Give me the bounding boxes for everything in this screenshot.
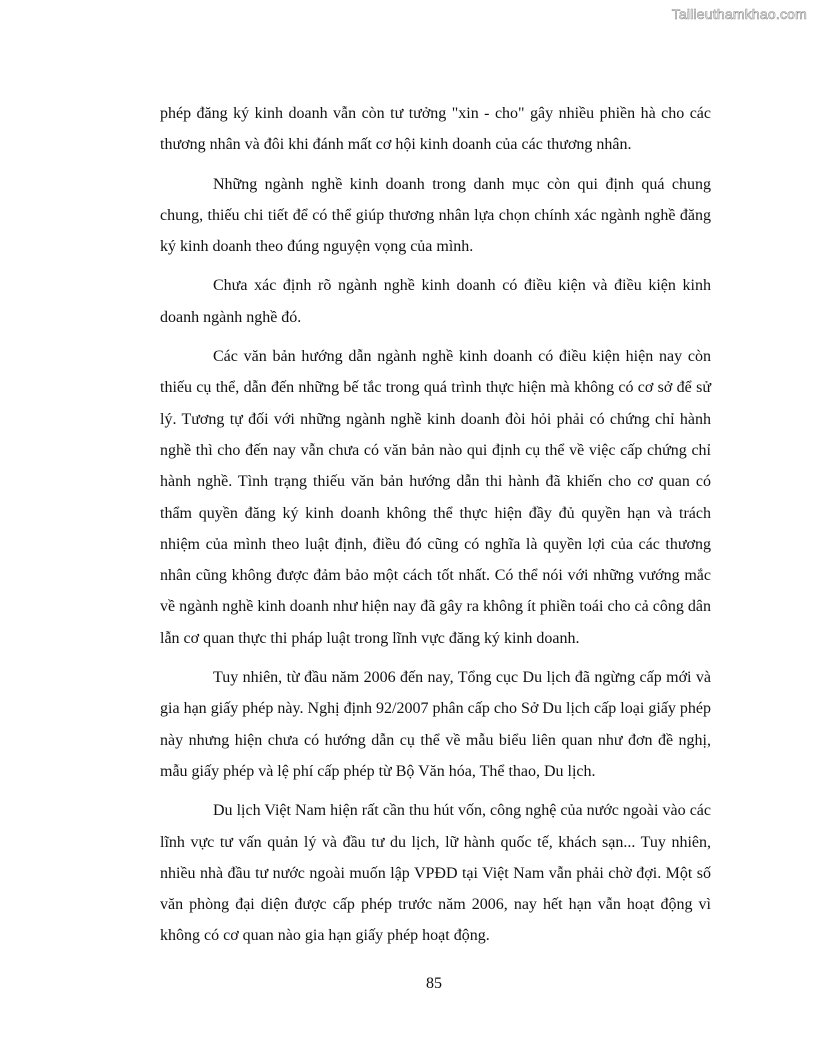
paragraph-conditional-business: Chưa xác định rõ ngành nghề kinh doanh có điều kiện và điều kiện kinh doanh ngành nghề đó. xyxy=(160,277,711,326)
paragraph-business-lines: Những ngành nghề kinh doanh trong danh mục còn qui định quá chung chung, thiếu chi tiết để có thể giúp thương nhân lựa chọn chính xác ngành nghề đăng ký kinh doanh theo đúng nguyện vọng của mình. xyxy=(160,175,711,256)
paragraph-tourism-licensing: Tuy nhiên, từ đầu năm 2006 đến nay, Tổng cục Du lịch đã ngừng cấp mới và gia hạn giấy phép này. Nghị định 92/2007 phân cấp cho Sở Du lịch cấp loại giấy phép này nhưng hiện chưa có hướng dẫn cụ thể về mẫu biểu liên quan như đơn đề nghị, mẫu giấy phép và lệ phí cấp phép từ Bộ Văn hóa, Thể thao, Du lịch. xyxy=(160,669,711,780)
document-body xyxy=(160,98,711,960)
page-number: 85 xyxy=(426,975,442,992)
watermark-text: Tailieuthamkhao.com xyxy=(671,6,807,22)
paragraph-guidance-documents: Các văn bản hướng dẫn ngành nghề kinh doanh có điều kiện hiện nay còn thiếu cụ thể, dẫn đến những bế tắc trong quá trình thực hiện mà không có cơ sở để sử lý. Tương tự đối với những ngành nghề kinh doanh đòi hỏi phải có chứng chỉ hành nghề thì cho đến nay vẫn chưa có văn bản nào qui định cụ thể về việc cấp chứng chỉ hành nghề. Tình trạng thiếu văn bản hướng dẫn thi hành đã khiến cho cơ quan có thẩm quyền đăng ký kinh doanh không thể thực hiện đầy đủ quyền hạn và trách nhiệm của mình theo luật định, điều đó cũng có nghĩa là quyền lợi của các thương nhân cũng không được đảm bảo một cách tốt nhất. Có thể nói với những vướng mắc về ngành nghề kinh doanh như hiện nay đã gây ra không ít phiền toái cho cả công dân lẫn cơ quan thực thi pháp luật trong lĩnh vực đăng ký kinh doanh. xyxy=(160,348,711,647)
paragraph-continuation: phép đăng ký kinh doanh vẫn còn tư tưởng "xin - cho" gây nhiều phiền hà cho các thương nhân và đôi khi đánh mất cơ hội kinh doanh của các thương nhân. xyxy=(160,105,711,154)
paragraph-foreign-investment: Du lịch Việt Nam hiện rất cần thu hút vốn, công nghệ của nước ngoài vào các lĩnh vực tư vấn quản lý và đầu tư du lịch, lữ hành quốc tế, khách sạn... Tuy nhiên, nhiều nhà đầu tư nước ngoài muốn lập VPĐD tại Việt Nam vẫn phải chờ đợi. Một số văn phòng đại diện được cấp phép trước năm 2006, nay hết hạn vẫn hoạt động vì không có cơ quan nào gia hạn giấy phép hoạt động. xyxy=(160,802,711,945)
